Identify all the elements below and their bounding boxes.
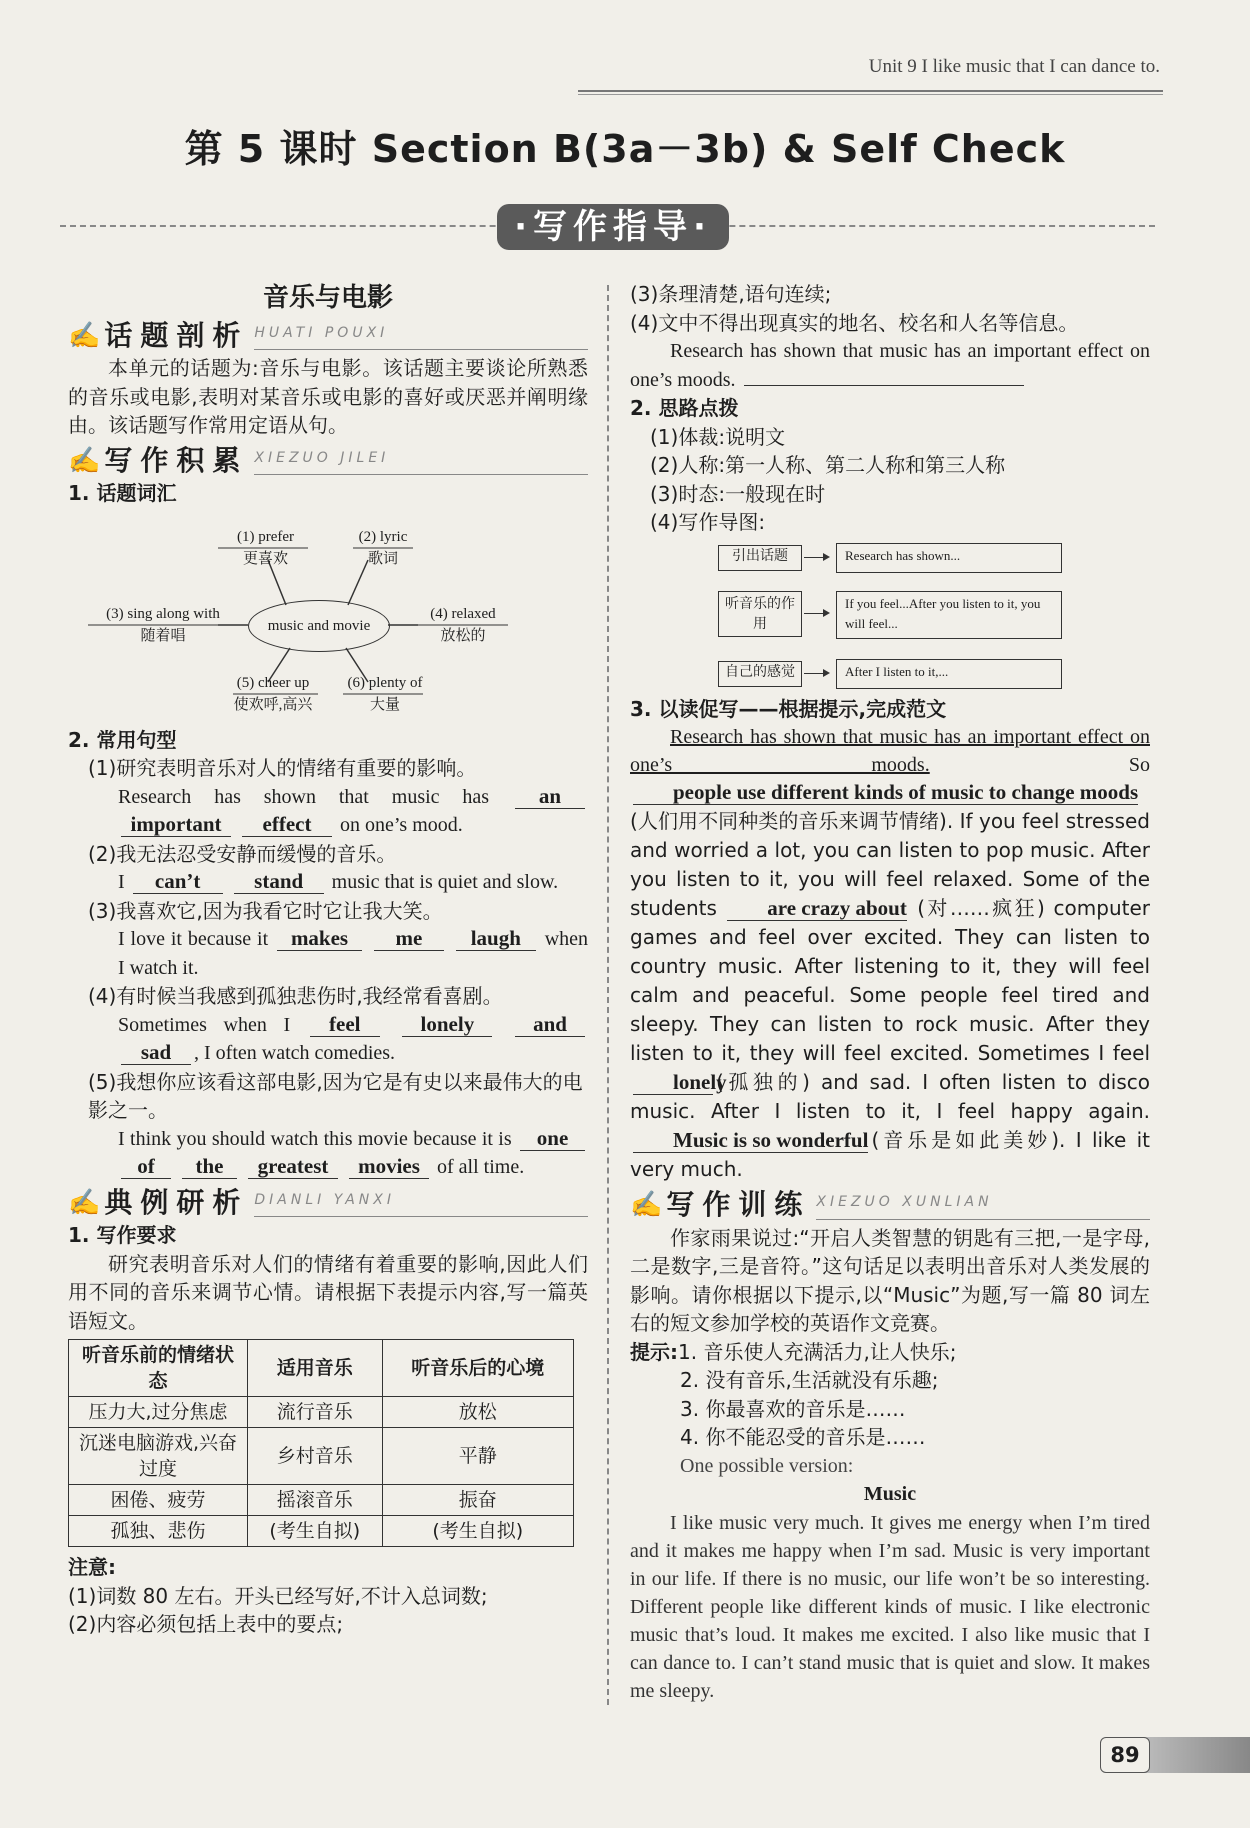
arrow-icon xyxy=(804,673,828,674)
answer-blank: one xyxy=(520,1126,585,1151)
note-3: (3)条理清楚,语句连续; xyxy=(630,282,832,306)
section-writing-accumulation xyxy=(68,444,588,476)
flow-content-1: Research has shown... xyxy=(836,543,1062,573)
text: music that is quiet and slow. xyxy=(331,871,559,893)
column-divider xyxy=(607,285,609,1705)
mindmap-node-relaxed xyxy=(418,603,508,647)
text: I xyxy=(118,871,125,893)
node-en: (6) plenty of xyxy=(347,674,423,691)
table-cell: 压力大,过分焦虑 xyxy=(69,1397,248,1428)
sentence-4-cn: (4)有时候当我感到孤独悲伤时,我经常看喜剧。 xyxy=(88,984,503,1008)
table-header: 听音乐后的心境 xyxy=(382,1340,573,1397)
text: , I often watch comedies. xyxy=(194,1042,396,1064)
node-cn: 放松的 xyxy=(440,627,486,644)
section-example-analysis xyxy=(68,1186,588,1218)
sentence-4-en xyxy=(68,1011,588,1068)
answer-blank: movies xyxy=(349,1154,429,1179)
pen-icon: ✍ xyxy=(68,320,101,351)
node-cn: 大量 xyxy=(369,696,400,713)
table-cell: 摇滚音乐 xyxy=(248,1485,383,1516)
node-cn: 使欢呼,高兴 xyxy=(233,696,313,713)
sentence-2-cn: (2)我无法忍受安静而缓慢的音乐。 xyxy=(88,841,397,866)
hint-block xyxy=(630,1338,1150,1367)
answer-blank: can’t xyxy=(133,869,223,894)
node-en: (3) sing along with xyxy=(106,605,220,622)
sample-essay: I like music very much. It gives me energy when I’m tired and it makes me happy when I’m sad. Music is very important in our life. If there is no music, our life won’t be so interesting. Different people like different kinds of music. I like electronic music that’s loud. It makes me excited. I also like music that I can dance to. I can’t stand music that is quiet and slow. It makes me sleepy. xyxy=(630,1511,1150,1702)
table-header-row xyxy=(69,1340,574,1397)
table-header: 听音乐前的情绪状态 xyxy=(69,1340,248,1397)
requirements-heading: 1. 写作要求 xyxy=(68,1223,177,1247)
arrow-icon xyxy=(804,613,828,614)
answer-blank: of xyxy=(121,1154,171,1179)
hint-item: 2. 没有音乐,生活就没有乐趣; xyxy=(680,1368,939,1392)
table-cell: 孤独、悲伤 xyxy=(69,1516,248,1547)
section-topic-analysis xyxy=(68,319,588,351)
arrow-icon xyxy=(804,557,828,558)
answer-blank: makes xyxy=(277,926,362,951)
answer-blank: me xyxy=(374,926,444,951)
answer-blank: laugh xyxy=(456,926,536,951)
note-1: (1)词数 80 左右。开头已经写好,不计入总词数; xyxy=(68,1583,488,1608)
writing-flowchart xyxy=(718,543,1098,691)
version-label: One possible version: xyxy=(680,1454,854,1477)
mindmap-node-lyric xyxy=(348,526,418,570)
hint-item: 1. 音乐使人充满活力,让人快乐; xyxy=(678,1339,957,1364)
answer-blank: an xyxy=(515,784,585,809)
idea-map: (4)写作导图: xyxy=(650,510,766,534)
sentences-heading: 2. 常用句型 xyxy=(68,727,177,752)
node-cn: 随着唱 xyxy=(140,627,186,644)
text: (对……疯狂) computer games and feel over excited. They can listen to country music. After listening to it, they will feel calm and peaceful. Some people feel tired and sleepy. They can listen to rock music. After they listen to it, they will feel excited. Sometimes I feel xyxy=(630,896,1150,1065)
mindmap-node-cheer-up xyxy=(228,672,318,716)
pen-icon: ✍ xyxy=(630,1190,663,1220)
mindmap-node-plenty-of xyxy=(340,672,430,716)
sentence-2-en xyxy=(68,868,588,897)
essay-title: Music xyxy=(863,1483,917,1505)
hint-item: 3. 你最喜欢的音乐是…… xyxy=(680,1396,906,1421)
section-name: 话题剖析 xyxy=(104,318,249,352)
answer-blank: and xyxy=(515,1012,585,1037)
sentence-3-cn: (3)我喜欢它,因为我看它时它让我大笑。 xyxy=(88,898,443,923)
table-cell: (考生自拟) xyxy=(248,1516,383,1547)
table-cell: 困倦、疲劳 xyxy=(69,1485,248,1516)
left-column xyxy=(68,280,588,1639)
sentence-1-en xyxy=(68,783,588,840)
table-cell: 流行音乐 xyxy=(248,1397,383,1428)
node-en: (4) relaxed xyxy=(430,605,496,622)
text: when I watch it. xyxy=(118,928,589,979)
text: Research has shown that music has an important effect on one’s moods. xyxy=(630,726,1150,776)
essay-start xyxy=(630,337,1150,394)
text: (音乐是如此美妙). I like it very much. xyxy=(630,1128,1150,1181)
answer-blank: are crazy about xyxy=(727,896,907,921)
topic-subtitle: 音乐与电影 xyxy=(262,283,393,313)
text: So xyxy=(1128,754,1150,776)
ideas-heading: 2. 思路点拨 xyxy=(630,396,739,420)
hint-item: 4. 你不能忍受的音乐是…… xyxy=(680,1425,926,1449)
section-pinyin: HUATI POUXI xyxy=(254,319,588,351)
answer-blank: effect xyxy=(242,812,332,837)
table-cell: 乡村音乐 xyxy=(248,1428,383,1485)
text: on one’s mood. xyxy=(340,814,463,836)
table-cell: 沉迷电脑游戏,兴奋过度 xyxy=(69,1428,248,1485)
header-rule-thin xyxy=(578,94,1163,95)
text: I think you should watch this movie because it is xyxy=(118,1127,512,1150)
note-heading: 注意: xyxy=(68,1555,116,1579)
page-number: 89 xyxy=(1100,1737,1150,1773)
read-write-heading: 3. 以读促写——根据提示,完成范文 xyxy=(630,696,947,721)
answer-blank: stand xyxy=(234,869,324,894)
right-column xyxy=(630,280,1150,1705)
table-row xyxy=(69,1485,574,1516)
text: (人们用不同种类的音乐来调节情绪). If you feel stressed and worried a lot, you can listen to pop music. After you listen to it, you will feel relaxed. Some of the students xyxy=(630,809,1150,920)
note-2: (2)内容必须包括上表中的要点; xyxy=(68,1612,344,1636)
mood-music-table xyxy=(68,1339,574,1547)
answer-blank: Music is so wonderful xyxy=(633,1128,868,1153)
page-number-tab xyxy=(1100,1737,1250,1773)
sentence-1-cn: (1)研究表明音乐对人的情绪有重要的影响。 xyxy=(88,756,477,780)
answer-blank: lonely xyxy=(633,1070,713,1095)
text: (孤独的) and sad. I often listen to disco music. After I listen to it, I feel happy again. xyxy=(630,1070,1150,1123)
page-title: 第 5 课时 Section B(3a－3b) & Self Check xyxy=(184,127,1066,171)
sentence-3-en xyxy=(68,925,588,982)
running-header: Unit 9 I like music that I can dance to. xyxy=(868,56,1160,77)
table-row xyxy=(69,1428,574,1485)
section-pinyin: XIEZUO XUNLIAN xyxy=(816,1188,1150,1220)
section-name: 写作训练 xyxy=(666,1188,811,1221)
pen-icon: ✍ xyxy=(68,1187,101,1218)
idea-person: (2)人称:第一人称、第二人称和第三人称 xyxy=(650,453,1006,477)
node-cn: 更喜欢 xyxy=(242,550,288,567)
idea-tense: (3)时态:一般现在时 xyxy=(650,481,826,506)
text: Research has shown that music has an important effect on one’s moods. xyxy=(630,340,1150,391)
node-en: (1) prefer xyxy=(236,528,295,545)
pen-icon: ✍ xyxy=(68,445,101,476)
flow-content-3: After I listen to it,... xyxy=(836,659,1062,689)
flow-box-topic: 引出话题 xyxy=(718,545,802,571)
section-name: 典例研析 xyxy=(104,1185,249,1219)
node-en: (2) lyric xyxy=(358,528,408,545)
section-pinyin: DIANLI YANXI xyxy=(254,1186,588,1218)
sentence-5-cn: (5)我想你应该看这部电影,因为它是有史以来最伟大的电影之一。 xyxy=(88,1069,583,1122)
answer-blank: the xyxy=(182,1154,237,1179)
section-banner: ·写作指导· xyxy=(497,204,729,250)
flow-box-effect: 听音乐的作用 xyxy=(718,591,802,637)
answer-blank: lonely xyxy=(402,1012,492,1037)
table-header: 适用音乐 xyxy=(248,1340,383,1397)
table-row xyxy=(69,1397,574,1428)
table-cell: 放松 xyxy=(382,1397,573,1428)
mindmap-node-prefer xyxy=(218,526,313,570)
text: I love it because it xyxy=(118,928,269,950)
vocabulary-mindmap xyxy=(68,512,568,722)
note-4: (4)文中不得出现真实的地名、校名和人名等信息。 xyxy=(630,310,1079,335)
sentence-5-en xyxy=(68,1125,588,1182)
table-cell: (考生自拟) xyxy=(382,1516,573,1547)
node-cn: 歌词 xyxy=(367,550,398,567)
answer-blank: sad xyxy=(121,1040,191,1065)
flow-box-feeling: 自己的感觉 xyxy=(718,661,802,687)
mindmap-center: music and movie xyxy=(248,600,390,652)
table-cell: 振奋 xyxy=(382,1485,573,1516)
hint-label: 提示: xyxy=(630,1339,678,1364)
node-en: (5) cheer up xyxy=(236,674,310,691)
topic-analysis-text: 本单元的话题为:音乐与电影。该话题主要谈论所熟悉的音乐或电影,表明对某音乐或电影的喜好或厌恶并阐明缘由。该话题写作常用定语从句。 xyxy=(68,356,588,437)
section-writing-practice xyxy=(630,1188,1150,1220)
answer-blank: people use different kinds of music to change moods xyxy=(633,780,1138,805)
text: of all time. xyxy=(437,1156,525,1178)
vocab-heading: 1. 话题词汇 xyxy=(68,481,177,505)
header-rule xyxy=(578,90,1163,92)
answer-blank: greatest xyxy=(248,1154,338,1179)
flow-content-2: If you feel...After you listen to it, you will feel... xyxy=(836,591,1062,639)
table-cell: 平静 xyxy=(382,1428,573,1485)
section-name: 写作积累 xyxy=(104,443,249,477)
practice-task: 作家雨果说过:“开启人类智慧的钥匙有三把,一是字母,二是数字,三是音符。”这句话足以表明出音乐对人类发展的影响。请你根据以下提示,以“Music”为题,写一篇 80 词左右的短文参加学校的英语作文竞赛。 xyxy=(630,1225,1150,1335)
section-pinyin: XIEZUO JILEI xyxy=(254,444,588,476)
text: Research has shown that music has xyxy=(118,785,490,808)
requirements-text: 研究表明音乐对人们的情绪有着重要的影响,因此人们用不同的音乐来调节心情。请根据下表提示内容,写一篇英语短文。 xyxy=(68,1251,588,1333)
mindmap-node-sing-along xyxy=(98,603,228,647)
table-row xyxy=(69,1516,574,1547)
answer-blank: feel xyxy=(310,1012,380,1037)
text: Sometimes when I xyxy=(118,1013,291,1036)
answer-blank: important xyxy=(121,812,231,837)
blank-line xyxy=(744,385,1024,386)
idea-genre: (1)体裁:说明文 xyxy=(650,424,786,449)
model-essay xyxy=(630,723,1150,1184)
